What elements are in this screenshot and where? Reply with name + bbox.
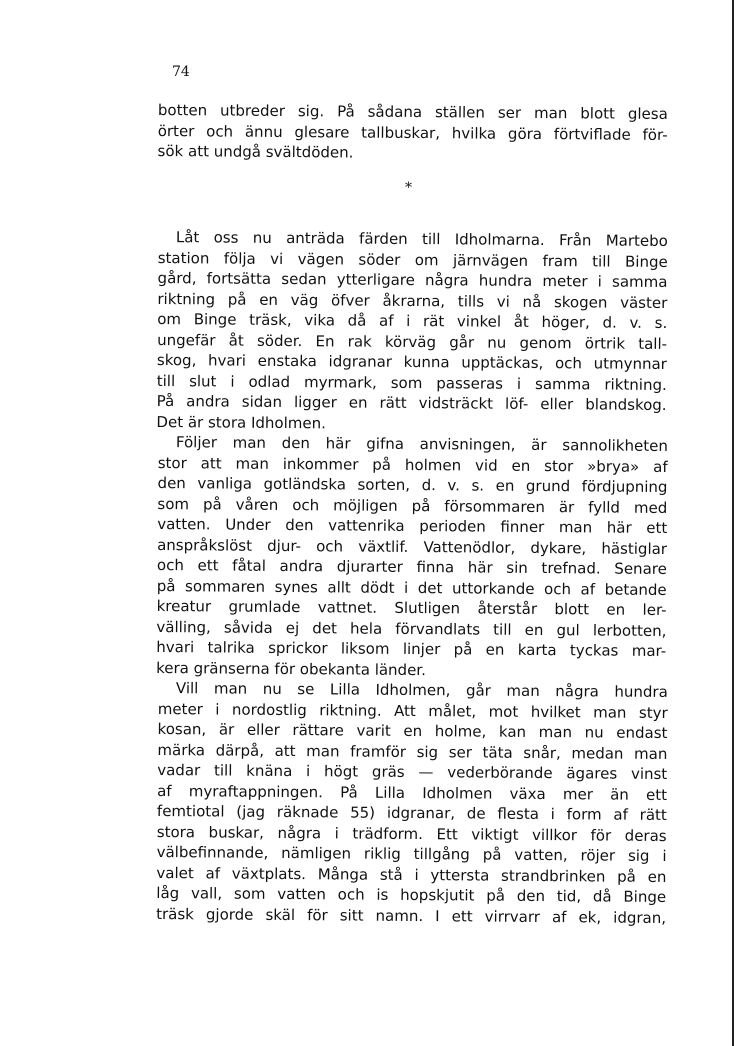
text-line: gård, fortsätta sedan ytterligare några hundra meter i samma: [157, 268, 668, 292]
text-line: välling, såvida ej det hela förvandlats till en gul lerbotten,: [156, 617, 667, 640]
paragraph-lilla-idholmen: [156, 678, 668, 928]
text-line: Följer man den här gifna anvisningen, är sannolikheten: [175, 433, 668, 456]
text-line: meter i nordostlig riktning. Att målet, mot hvilket man styr: [157, 699, 668, 722]
paragraph-brya: [156, 432, 668, 682]
section-separator-asterisk: *: [405, 180, 412, 196]
text-line: kreatur grumlade vattnet. Slutligen återstår blott en ler-: [156, 596, 667, 619]
text-line: till slut i odlad myrmark, som passeras i samma riktning.: [156, 371, 667, 394]
text-line: som på våren och möjligen på försommaren är fylld med: [157, 494, 668, 517]
text-line: På andra sidan ligger en rätt vidsträckt löf- eller blandskog.: [156, 391, 667, 414]
text-line: om Binge träsk, vika då af i rät vinkel åt höger, d. v. s.: [157, 309, 668, 333]
text-line: kera gränserna för obekanta länder.: [156, 658, 426, 679]
text-line: af myraftappningen. På Lilla Idholmen växa mer än ett: [157, 781, 668, 804]
text-line: valet af växtplats. Många stå i yttersta strandbrinken på en: [156, 863, 667, 886]
text-line: märka därpå, att man framför sig ser täta snår, medan man: [157, 740, 668, 763]
text-line: örter och ännu glesare tallbuskar, hvilka göra förtviflade för-: [157, 121, 668, 144]
text-line: hvari talrika sprickor liksom linjer på en karta tyckas mar-: [156, 637, 667, 660]
text-line: station följa vi vägen söder om järnvägen fram till Binge: [157, 248, 668, 271]
text-line: anspråkslöst djur- och växtlif. Vattenödlor, dykare, hästiglar: [157, 535, 668, 558]
text-line: kosan, är eller rättare varit en holme, kan man nu endast: [157, 719, 668, 743]
text-line: träsk gjorde skäl för sitt namn. I ett virrvarr af ek, idgran,: [156, 904, 667, 927]
text-line: vadar till knäna i högt gräs — vederbörande ägares vinst: [157, 760, 668, 784]
text-line: den vanliga gotländska sorten, d. v. s. en grund fördjupning: [157, 473, 668, 497]
text-line: riktning på en väg öfver åkrarna, tills vi nå skogen väster: [157, 289, 668, 312]
text-line: stora buskar, några i trädform. Ett viktigt villkor för deras: [156, 822, 667, 845]
paragraph-journey: [156, 227, 668, 436]
scan-edge-border: [732, 0, 734, 1046]
text-line: botten utbreder sig. På sådana ställen ser man blott glesa: [157, 100, 668, 124]
text-line: och ett fåtal andra djurarter finna här sin trefnad. Senare: [156, 555, 667, 579]
text-line: stor att man inkommer på holmen vid en stor »bryа» af: [157, 453, 668, 476]
text-line: låg vall, som vatten och is hopskjutit på den tid, då Binge: [156, 883, 667, 906]
text-line: femtiotal (jag räknade 55) idgranar, de flesta i form af rätt: [156, 801, 667, 825]
text-line: sök att undgå svältdöden.: [157, 141, 354, 162]
text-line: på sommaren synes allt dödt i det uttorkande och af betande: [156, 576, 667, 599]
text-line: vatten. Under den vattenrika perioden finner man här ett: [157, 514, 668, 538]
paragraph-intro-continuation: [158, 100, 668, 166]
text-line: Vill man nu se Lilla Idholmen, går man några hundra: [175, 679, 668, 702]
text-line: välbefinnande, nämligen riklig tillgång på vatten, röjer sig i: [156, 842, 667, 865]
text-line: skog, hvari enstaka idgranar kunna upptäckas, och utmynnar: [156, 350, 667, 374]
page-number: 74: [172, 64, 190, 80]
text-line: Låt oss nu anträda färden till Idholmarna. Från Martebo: [175, 228, 668, 251]
text-line: Det är stora Idholmen.: [156, 412, 327, 432]
text-line: ungefär åt söder. En rak körväg går nu genom örtrik tall-: [157, 330, 668, 353]
